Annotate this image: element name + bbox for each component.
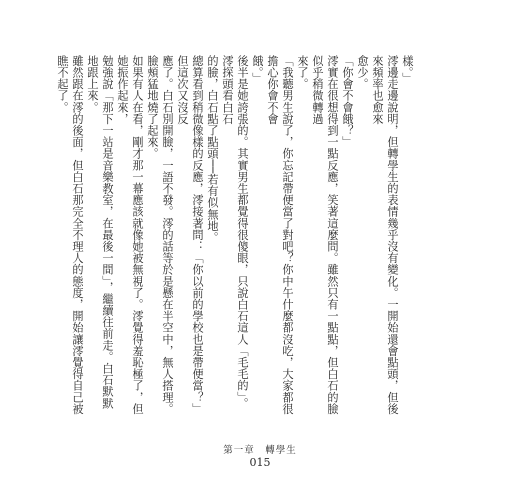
- vertical-text-body: [56, 55, 415, 415]
- text-line: 後半是她誇張的。其實男生都覺得很傻眼，只說白石這人「毛毛的」。澪探頭看白石: [221, 55, 249, 409]
- text-line: 應了。白石別開臉，一語不發。澪的話等於是懸在半空中，無人搭理。: [161, 55, 174, 415]
- text-line: 的臉，白石點了點頭──若有似無地。: [206, 55, 219, 244]
- text-line: 勉強說「那下一站是音樂教室，在最後一間」，繼續往前走。白石默默地跟上來。: [86, 55, 114, 409]
- text-line: 「我聽男生說了，你忘記帶便當了對吧？你中午什麼都沒吃，大家都很擔心你會不會: [266, 55, 294, 415]
- text-line: 澪實在很想得到一點反應，笑著這麼問。雖然只有一點點，但白石的臉似乎稍微轉過: [311, 55, 339, 415]
- text-line: 如果有人在看，剛才那一幕應該就像她被無視了。澪覺得羞恥極了，但她振作起來，: [116, 55, 144, 415]
- text-line: 樣。」: [401, 55, 414, 85]
- text-line: 雖然跟在澪的後面，但白石那完全不理人的態度，開始讓澪覺得自己被瞧不起了。: [56, 55, 84, 415]
- chapter-title: 第一章 轉學生: [223, 445, 297, 456]
- page-number: 015: [249, 456, 271, 469]
- text-line: 總算看到稍微像樣的反應，澪接著問：「你以前的學校也是帶便當？」但這次又沒反: [176, 55, 204, 415]
- text-line: 「你會不會餓？」: [341, 55, 354, 148]
- text-line: 來了。: [296, 55, 309, 90]
- text-line: 澪邊走邊說明，但轉學生的表情幾乎沒有變化。一開始還會點頭，但後來頻率也愈來: [371, 55, 399, 415]
- text-line: 臉頰猛地燒了起來。: [146, 55, 159, 160]
- text-line: 餓。」: [251, 55, 264, 85]
- text-line: 愈少。: [356, 55, 369, 90]
